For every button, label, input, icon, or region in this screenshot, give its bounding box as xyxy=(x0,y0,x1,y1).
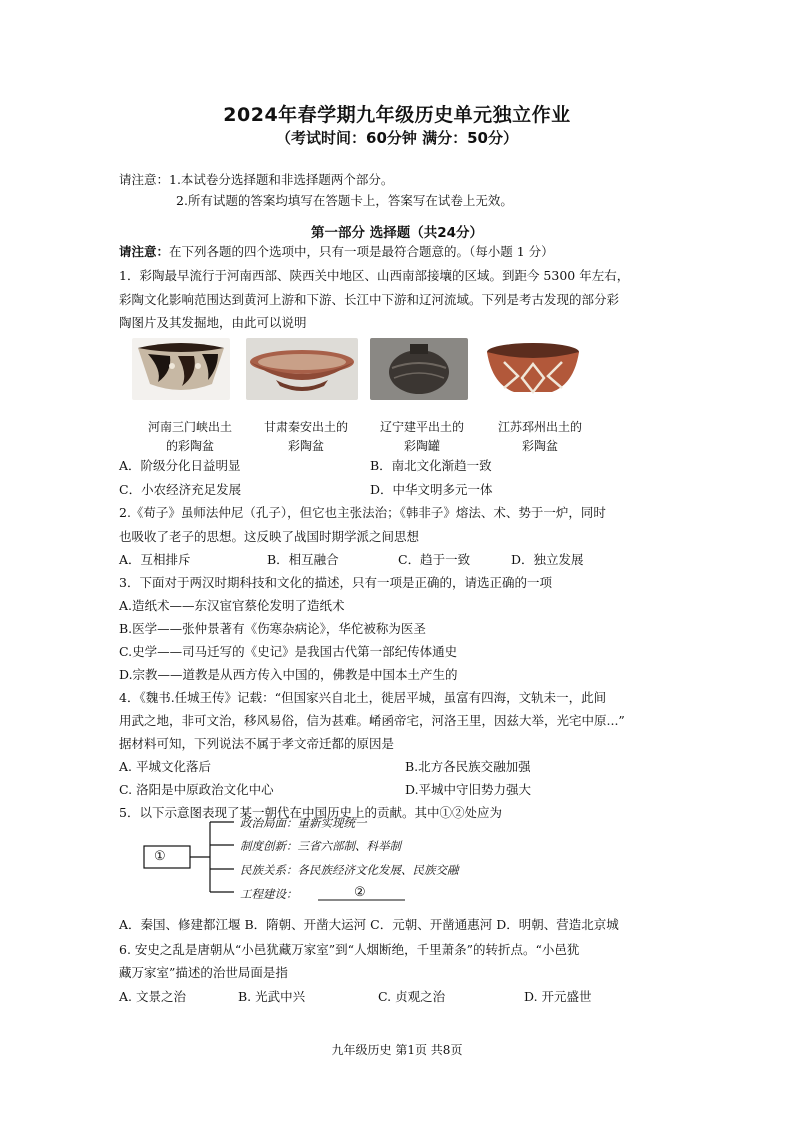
diagram-branch-ethnic: 民族关系：各民族经济文化发展、民族交融 xyxy=(240,863,459,877)
q1-option-c: C．小农经济充足发展 xyxy=(119,482,242,497)
q5-options: A．秦国、修建都江堰 B．隋朝、开凿大运河 C．元朝、开凿通惠河 D．明朝、营造北京城 xyxy=(119,917,619,932)
q4-option-c: C. 洛阳是中原政治文化中心 xyxy=(119,782,274,797)
q4-option-b: B.北方各民族交融加强 xyxy=(405,759,531,774)
caption-pizhou: 江苏邳州出土的 彩陶盆 xyxy=(497,420,582,453)
q1-stem-3: 陶图片及其发掘地，由此可以说明 xyxy=(119,315,307,330)
diagram-branch-politics: 政治局面：重新实现统一 xyxy=(240,816,367,830)
q1-stem-2: 彩陶文化影响范围达到黄河上游和下游、长江中下游和辽河流域。下列是考古发现的部分彩 xyxy=(119,292,620,307)
q2-option-a: A．互相排斥 xyxy=(119,552,191,567)
notice-line-1: 请注意：1.本试卷分选择题和非选择题两个部分。 xyxy=(119,172,394,187)
q6-option-b: B. 光武中兴 xyxy=(238,989,306,1004)
pottery-image-qinan xyxy=(246,338,358,400)
page-title: 2024年春学期九年级历史单元独立作业 xyxy=(223,104,571,126)
q3-option-a: A.造纸术——东汉宦官蔡伦发明了造纸术 xyxy=(119,598,345,613)
instruction-label: 请注意： xyxy=(119,244,170,259)
q5-stem: 5．以下示意图表现了某一朝代在中国历史上的贡献。其中①②处应为 xyxy=(119,805,502,820)
q6-option-a: A. 文景之治 xyxy=(119,989,186,1004)
q4-stem-2: 用武之地，非可文治，移风易俗，信为甚难。崤函帝宅，河洛王里，因兹大举，光宅中原...” xyxy=(119,713,625,728)
q2-option-b: B．相互融合 xyxy=(267,552,339,567)
q2-stem-2: 也吸收了老子的思想。这反映了战国时期学派之间思想 xyxy=(119,529,420,544)
caption-sanmenxia: 河南三门峡出土 的彩陶盆 xyxy=(147,420,232,453)
q6-option-d: D. 开元盛世 xyxy=(524,989,592,1004)
q1-option-d: D．中华文明多元一体 xyxy=(370,482,493,497)
q1-option-a: A．阶级分化日益明显 xyxy=(119,458,241,473)
diagram-branch-system: 制度创新：三省六部制、科举制 xyxy=(240,839,401,853)
q6-stem-1: 6. 安史之乱是唐朝从“小邑犹藏万家室”到“人烟断绝，千里萧条”的转折点。“小邑犹 xyxy=(119,942,580,957)
q3-option-c: C.史学——司马迁写的《史记》是我国古代第一部纪传体通史 xyxy=(119,644,458,659)
diagram-branch-engineering: 工程建设： xyxy=(240,887,298,901)
pottery-image-jianping xyxy=(370,338,468,400)
diagram-box-label: ① xyxy=(154,849,166,864)
page-footer: 九年级历史 第1页 共8页 xyxy=(331,1043,463,1057)
q4-stem-1: 4．《魏书.任城王传》记载：“但国家兴自北土，徙居平城，虽富有四海，文轨未一，此间 xyxy=(119,690,607,705)
q1-option-b: B．南北文化渐趋一致 xyxy=(370,458,492,473)
page-subtitle: （考试时间：60分钟 满分：50分） xyxy=(276,129,518,147)
caption-qinan: 甘肃秦安出土的 彩陶盆 xyxy=(263,420,348,453)
q5-diagram xyxy=(140,816,560,906)
q6-stem-2: 藏万家室”描述的治世局面是指 xyxy=(119,965,288,980)
q4-stem-3: 据材料可知，下列说法不属于孝文帝迁都的原因是 xyxy=(119,736,395,751)
q4-option-d: D.平城中守旧势力强大 xyxy=(405,782,532,797)
notice-line-2: 2.所有试题的答案均填写在答题卡上，答案写在试卷上无效。 xyxy=(176,193,513,208)
q6-option-c: C. 贞观之治 xyxy=(378,989,446,1004)
section-instruction xyxy=(119,243,554,261)
q3-option-d: D.宗教——道教是从西方传入中国的，佛教是中国本土产生的 xyxy=(119,667,458,682)
pottery-image-sanmenxia xyxy=(132,338,230,400)
q3-option-b: B.医学——张仲景著有《伤寒杂病论》，华佗被称为医圣 xyxy=(119,621,426,636)
section-title: 第一部分 选择题（共24分） xyxy=(311,225,483,241)
caption-jianping: 辽宁建平出土的 彩陶罐 xyxy=(379,420,464,453)
q4-option-a: A. 平城文化落后 xyxy=(119,759,211,774)
pottery-image-pizhou xyxy=(484,338,582,400)
instruction-text: 在下列各题的四个选项中，只有一项是最符合题意的。（每小题 1 分） xyxy=(169,244,554,259)
q1-stem-1: 1．彩陶最早流行于河南西部、陕西关中地区、山西南部接壤的区域。到距今 5300 年左右， xyxy=(119,268,630,283)
diagram-blank-label: ② xyxy=(354,885,366,900)
q2-stem-1: 2.《荀子》虽师法仲尼（孔子），但它也主张法治；《韩非子》熔法、术、势于一炉，同时 xyxy=(119,505,606,520)
q2-option-c: C．趋于一致 xyxy=(398,552,471,567)
q3-stem: 3．下面对于两汉时期科技和文化的描述，只有一项是正确的，请选正确的一项 xyxy=(119,575,552,590)
q2-option-d: D．独立发展 xyxy=(511,552,584,567)
